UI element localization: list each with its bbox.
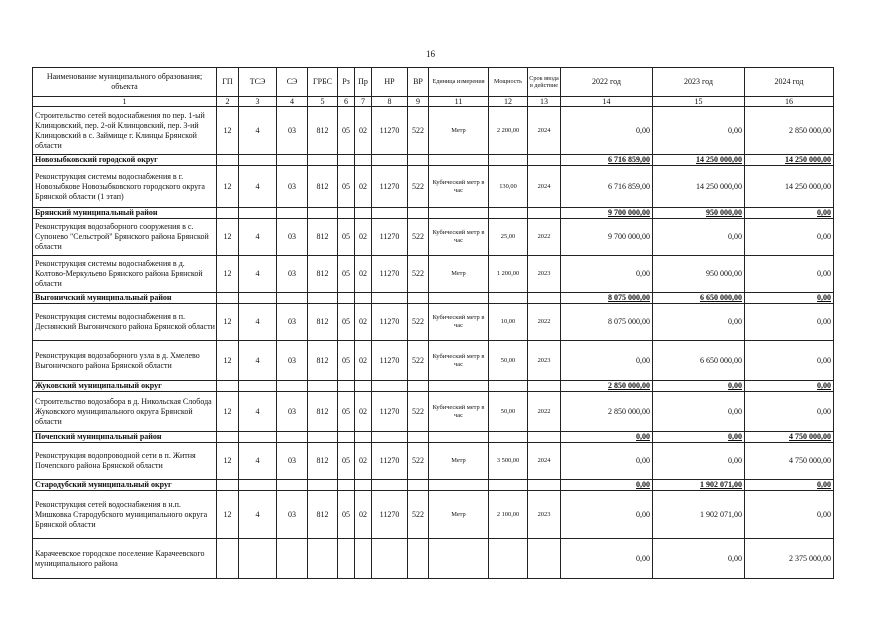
empty-cell xyxy=(277,155,308,166)
cell-rz: 05 xyxy=(338,304,355,341)
object-name: Реконструкция водозаборного сооружения в с. Супонево "Сельстрой" Брянского района Брянской области xyxy=(33,219,217,256)
cell-pr: 02 xyxy=(355,256,372,293)
cell-grbs: 812 xyxy=(308,219,338,256)
empty-cell xyxy=(372,208,408,219)
cell-power: 10,00 xyxy=(489,304,528,341)
cell-pr: 02 xyxy=(355,341,372,381)
cell-tse: 4 xyxy=(239,166,277,208)
amount-2022: 0,00 xyxy=(561,107,653,155)
group-name: Выгоничский муниципальный район xyxy=(33,293,217,304)
amount-2023: 14 250 000,00 xyxy=(653,155,745,166)
cell-vr: 522 xyxy=(408,166,429,208)
empty-cell xyxy=(308,293,338,304)
empty-cell xyxy=(338,480,355,491)
empty-cell xyxy=(217,155,239,166)
amount-2022: 0,00 xyxy=(561,432,653,443)
empty-cell xyxy=(217,208,239,219)
cell-grbs: 812 xyxy=(308,491,338,539)
cell-se: 03 xyxy=(277,166,308,208)
empty-cell xyxy=(528,381,561,392)
object-row xyxy=(33,166,834,208)
group-name: Новозыбковский городской округ xyxy=(33,155,217,166)
empty-cell xyxy=(239,208,277,219)
empty-cell xyxy=(489,155,528,166)
group-row xyxy=(33,208,834,219)
amount-2023: 0,00 xyxy=(653,432,745,443)
header-rz: Рз xyxy=(338,68,355,97)
cell-se: 03 xyxy=(277,491,308,539)
cell-gp: 12 xyxy=(217,341,239,381)
cell-tse: 4 xyxy=(239,107,277,155)
cell-unit: Кубический метр в час xyxy=(429,219,489,256)
amount-2024: 4 750 000,00 xyxy=(745,443,834,480)
cell-se xyxy=(277,539,308,579)
cell-gp: 12 xyxy=(217,392,239,432)
empty-cell xyxy=(489,480,528,491)
cell-unit: Метр xyxy=(429,443,489,480)
cell-nr: 11270 xyxy=(372,491,408,539)
amount-2024: 0,00 xyxy=(745,381,834,392)
cell-term: 2022 xyxy=(528,304,561,341)
cell-term: 2022 xyxy=(528,392,561,432)
empty-cell xyxy=(408,208,429,219)
cell-nr: 11270 xyxy=(372,443,408,480)
amount-2022: 8 075 000,00 xyxy=(561,304,653,341)
object-row xyxy=(33,491,834,539)
group-name: Брянский муниципальный район xyxy=(33,208,217,219)
empty-cell xyxy=(372,293,408,304)
cell-power: 3 500,00 xyxy=(489,443,528,480)
cell-nr: 11270 xyxy=(372,256,408,293)
object-name: Реконструкция водозаборного узла в д. Хмелево Выгоничского района Брянской области xyxy=(33,341,217,381)
empty-cell xyxy=(408,432,429,443)
cell-vr: 522 xyxy=(408,491,429,539)
object-row xyxy=(33,256,834,293)
cell-vr: 522 xyxy=(408,341,429,381)
amount-2023: 0,00 xyxy=(653,381,745,392)
empty-cell xyxy=(372,480,408,491)
col-number: 9 xyxy=(408,97,429,107)
cell-vr xyxy=(408,539,429,579)
amount-2023: 0,00 xyxy=(653,304,745,341)
header-unit: Единица измерения xyxy=(429,68,489,97)
cell-unit: Метр xyxy=(429,491,489,539)
header-pr: Пр xyxy=(355,68,372,97)
object-name: Реконструкция системы водоснабжения в п. Деснянский Выгоничского района Брянской области xyxy=(33,304,217,341)
empty-cell xyxy=(528,432,561,443)
header-power: Мощность xyxy=(489,68,528,97)
cell-grbs: 812 xyxy=(308,443,338,480)
cell-pr: 02 xyxy=(355,304,372,341)
cell-gp: 12 xyxy=(217,443,239,480)
amount-2024: 4 750 000,00 xyxy=(745,432,834,443)
object-name: Реконструкция водопроводной сети в п. Житня Почепского района Брянской области xyxy=(33,443,217,480)
col-number: 12 xyxy=(489,97,528,107)
object-row xyxy=(33,107,834,155)
cell-pr: 02 xyxy=(355,491,372,539)
cell-se: 03 xyxy=(277,219,308,256)
object-row xyxy=(33,539,834,579)
empty-cell xyxy=(528,155,561,166)
empty-cell xyxy=(338,155,355,166)
cell-power: 25,00 xyxy=(489,219,528,256)
header-2022: 2022 год xyxy=(561,68,653,97)
cell-nr: 11270 xyxy=(372,166,408,208)
empty-cell xyxy=(489,381,528,392)
col-number: 14 xyxy=(561,97,653,107)
empty-cell xyxy=(355,480,372,491)
col-number: 6 xyxy=(338,97,355,107)
cell-unit: Метр xyxy=(429,107,489,155)
amount-2022: 0,00 xyxy=(561,539,653,579)
cell-unit xyxy=(429,539,489,579)
cell-vr: 522 xyxy=(408,392,429,432)
cell-gp: 12 xyxy=(217,166,239,208)
empty-cell xyxy=(308,208,338,219)
cell-grbs: 812 xyxy=(308,256,338,293)
col-number: 16 xyxy=(745,97,834,107)
cell-gp: 12 xyxy=(217,304,239,341)
cell-gp: 12 xyxy=(217,107,239,155)
header-term: Срок ввода в действие xyxy=(528,68,561,97)
cell-nr: 11270 xyxy=(372,107,408,155)
empty-cell xyxy=(239,480,277,491)
empty-cell xyxy=(277,208,308,219)
cell-tse: 4 xyxy=(239,304,277,341)
empty-cell xyxy=(429,480,489,491)
empty-cell xyxy=(277,381,308,392)
cell-unit: Кубический метр в час xyxy=(429,166,489,208)
cell-term: 2023 xyxy=(528,256,561,293)
cell-se: 03 xyxy=(277,443,308,480)
empty-cell xyxy=(429,293,489,304)
amount-2023: 6 650 000,00 xyxy=(653,293,745,304)
cell-pr: 02 xyxy=(355,219,372,256)
empty-cell xyxy=(372,381,408,392)
empty-cell xyxy=(217,480,239,491)
amount-2024: 0,00 xyxy=(745,293,834,304)
cell-term: 2024 xyxy=(528,166,561,208)
cell-tse: 4 xyxy=(239,219,277,256)
amount-2024: 2 850 000,00 xyxy=(745,107,834,155)
cell-unit: Метр xyxy=(429,256,489,293)
cell-nr: 11270 xyxy=(372,392,408,432)
cell-unit: Кубический метр в час xyxy=(429,392,489,432)
empty-cell xyxy=(429,381,489,392)
cell-tse: 4 xyxy=(239,443,277,480)
empty-cell xyxy=(308,381,338,392)
amount-2022: 0,00 xyxy=(561,491,653,539)
empty-cell xyxy=(489,293,528,304)
cell-pr xyxy=(355,539,372,579)
header-name: Наименование муниципального образования; объекта xyxy=(33,68,217,97)
empty-cell xyxy=(217,432,239,443)
cell-grbs xyxy=(308,539,338,579)
empty-cell xyxy=(528,208,561,219)
amount-2022: 6 716 859,00 xyxy=(561,166,653,208)
amount-2022: 9 700 000,00 xyxy=(561,208,653,219)
amount-2023: 950 000,00 xyxy=(653,208,745,219)
empty-cell xyxy=(429,155,489,166)
object-name: Строительство водозабора в д. Никольская Слобода Жуковского муниципального округа Брянской области xyxy=(33,392,217,432)
amount-2023: 14 250 000,00 xyxy=(653,166,745,208)
cell-term: 2023 xyxy=(528,341,561,381)
amount-2024: 0,00 xyxy=(745,304,834,341)
header-row xyxy=(33,68,834,97)
object-row xyxy=(33,304,834,341)
empty-cell xyxy=(355,432,372,443)
header-gp: ГП xyxy=(217,68,239,97)
empty-cell xyxy=(372,155,408,166)
amount-2024: 14 250 000,00 xyxy=(745,155,834,166)
amount-2024: 14 250 000,00 xyxy=(745,166,834,208)
amount-2024: 0,00 xyxy=(745,491,834,539)
amount-2022: 0,00 xyxy=(561,341,653,381)
col-number: 11 xyxy=(429,97,489,107)
empty-cell xyxy=(355,155,372,166)
amount-2023: 0,00 xyxy=(653,443,745,480)
group-row xyxy=(33,293,834,304)
object-name: Реконструкция системы водоснабжения в г. Новозыбкове Новозыбковского городского округа Брянской области (1 этап) xyxy=(33,166,217,208)
amount-2023: 0,00 xyxy=(653,219,745,256)
cell-rz: 05 xyxy=(338,107,355,155)
header-grbs: ГРБС xyxy=(308,68,338,97)
cell-power: 50,00 xyxy=(489,341,528,381)
cell-nr: 11270 xyxy=(372,304,408,341)
empty-cell xyxy=(355,208,372,219)
empty-cell xyxy=(338,432,355,443)
empty-cell xyxy=(308,155,338,166)
header-se: СЭ xyxy=(277,68,308,97)
cell-term: 2024 xyxy=(528,443,561,480)
cell-vr: 522 xyxy=(408,304,429,341)
cell-power xyxy=(489,539,528,579)
amount-2023: 0,00 xyxy=(653,392,745,432)
amount-2022: 0,00 xyxy=(561,256,653,293)
cell-unit: Кубический метр в час xyxy=(429,341,489,381)
cell-rz: 05 xyxy=(338,219,355,256)
cell-term: 2024 xyxy=(528,107,561,155)
object-name: Карачеевское городское поселение Карачеевского муниципального района xyxy=(33,539,217,579)
empty-cell xyxy=(338,293,355,304)
col-number: 3 xyxy=(239,97,277,107)
empty-cell xyxy=(217,381,239,392)
empty-cell xyxy=(239,432,277,443)
cell-pr: 02 xyxy=(355,392,372,432)
amount-2024: 0,00 xyxy=(745,208,834,219)
empty-cell xyxy=(372,432,408,443)
cell-grbs: 812 xyxy=(308,304,338,341)
amount-2022: 0,00 xyxy=(561,443,653,480)
empty-cell xyxy=(308,432,338,443)
cell-power: 130,00 xyxy=(489,166,528,208)
cell-se: 03 xyxy=(277,304,308,341)
cell-pr: 02 xyxy=(355,166,372,208)
col-number: 8 xyxy=(372,97,408,107)
group-name: Почепский муниципальный район xyxy=(33,432,217,443)
amount-2023: 0,00 xyxy=(653,539,745,579)
amount-2022: 2 850 000,00 xyxy=(561,392,653,432)
col-number: 5 xyxy=(308,97,338,107)
empty-cell xyxy=(489,208,528,219)
header-nr: НР xyxy=(372,68,408,97)
amount-2023: 0,00 xyxy=(653,107,745,155)
empty-cell xyxy=(239,293,277,304)
object-name: Реконструкция сетей водоснабжения в н.п. Мишковка Стародубского муниципального округа Брянской области xyxy=(33,491,217,539)
amount-2024: 0,00 xyxy=(745,480,834,491)
amount-2024: 0,00 xyxy=(745,341,834,381)
group-row xyxy=(33,432,834,443)
cell-unit: Кубический метр в час xyxy=(429,304,489,341)
amount-2022: 2 850 000,00 xyxy=(561,381,653,392)
col-number: 4 xyxy=(277,97,308,107)
cell-gp xyxy=(217,539,239,579)
empty-cell xyxy=(355,293,372,304)
cell-se: 03 xyxy=(277,256,308,293)
empty-cell xyxy=(277,432,308,443)
col-number: 7 xyxy=(355,97,372,107)
cell-rz: 05 xyxy=(338,443,355,480)
empty-cell xyxy=(355,381,372,392)
empty-cell xyxy=(429,432,489,443)
cell-rz: 05 xyxy=(338,392,355,432)
cell-tse xyxy=(239,539,277,579)
empty-cell xyxy=(489,432,528,443)
cell-power: 2 200,00 xyxy=(489,107,528,155)
amount-2022: 0,00 xyxy=(561,480,653,491)
empty-cell xyxy=(528,293,561,304)
cell-gp: 12 xyxy=(217,219,239,256)
cell-vr: 522 xyxy=(408,443,429,480)
amount-2022: 9 700 000,00 xyxy=(561,219,653,256)
object-row xyxy=(33,392,834,432)
cell-se: 03 xyxy=(277,107,308,155)
cell-term: 2023 xyxy=(528,491,561,539)
cell-rz xyxy=(338,539,355,579)
header-2024: 2024 год xyxy=(745,68,834,97)
amount-2024: 0,00 xyxy=(745,219,834,256)
empty-cell xyxy=(408,155,429,166)
amount-2024: 0,00 xyxy=(745,256,834,293)
object-name: Строительство сетей водоснабжения по пер. 1-ый Клинцовский, пер. 2-ой Клинцовский, пер. 3-ий Клинцовский в с. Займище г. Клинцы Брянской области xyxy=(33,107,217,155)
column-numbers-row xyxy=(33,97,834,107)
empty-cell xyxy=(277,293,308,304)
col-number: 2 xyxy=(217,97,239,107)
cell-grbs: 812 xyxy=(308,392,338,432)
object-row xyxy=(33,443,834,480)
amount-2024: 2 375 000,00 xyxy=(745,539,834,579)
cell-se: 03 xyxy=(277,341,308,381)
cell-se: 03 xyxy=(277,392,308,432)
cell-term: 2022 xyxy=(528,219,561,256)
amount-2023: 1 902 071,00 xyxy=(653,491,745,539)
amount-2023: 6 650 000,00 xyxy=(653,341,745,381)
header-vr: ВР xyxy=(408,68,429,97)
page-number: 16 xyxy=(426,49,435,59)
cell-grbs: 812 xyxy=(308,341,338,381)
amount-2022: 8 075 000,00 xyxy=(561,293,653,304)
empty-cell xyxy=(239,381,277,392)
amount-2022: 6 716 859,00 xyxy=(561,155,653,166)
cell-nr xyxy=(372,539,408,579)
cell-vr: 522 xyxy=(408,256,429,293)
col-number: 15 xyxy=(653,97,745,107)
group-name: Стародубский муниципальный округ xyxy=(33,480,217,491)
empty-cell xyxy=(528,480,561,491)
cell-grbs: 812 xyxy=(308,166,338,208)
object-name: Реконструкция системы водоснабжения в д. Колтово-Меркульево Брянского района Брянской области xyxy=(33,256,217,293)
group-row xyxy=(33,480,834,491)
cell-rz: 05 xyxy=(338,256,355,293)
empty-cell xyxy=(217,293,239,304)
header-tse: ТСЭ xyxy=(239,68,277,97)
cell-term xyxy=(528,539,561,579)
budget-table xyxy=(32,67,834,579)
cell-power: 50,00 xyxy=(489,392,528,432)
empty-cell xyxy=(308,480,338,491)
empty-cell xyxy=(429,208,489,219)
cell-tse: 4 xyxy=(239,491,277,539)
cell-vr: 522 xyxy=(408,107,429,155)
cell-vr: 522 xyxy=(408,219,429,256)
empty-cell xyxy=(239,155,277,166)
cell-rz: 05 xyxy=(338,166,355,208)
col-number: 13 xyxy=(528,97,561,107)
group-row xyxy=(33,381,834,392)
empty-cell xyxy=(408,293,429,304)
cell-tse: 4 xyxy=(239,256,277,293)
empty-cell xyxy=(277,480,308,491)
cell-power: 2 100,00 xyxy=(489,491,528,539)
cell-rz: 05 xyxy=(338,341,355,381)
cell-nr: 11270 xyxy=(372,341,408,381)
cell-power: 1 200,00 xyxy=(489,256,528,293)
amount-2023: 950 000,00 xyxy=(653,256,745,293)
group-row xyxy=(33,155,834,166)
cell-gp: 12 xyxy=(217,491,239,539)
amount-2024: 0,00 xyxy=(745,392,834,432)
header-2023: 2023 год xyxy=(653,68,745,97)
empty-cell xyxy=(408,381,429,392)
cell-pr: 02 xyxy=(355,107,372,155)
amount-2023: 1 902 071,00 xyxy=(653,480,745,491)
cell-pr: 02 xyxy=(355,443,372,480)
cell-rz: 05 xyxy=(338,491,355,539)
empty-cell xyxy=(338,381,355,392)
cell-tse: 4 xyxy=(239,392,277,432)
cell-nr: 11270 xyxy=(372,219,408,256)
object-row xyxy=(33,341,834,381)
object-row xyxy=(33,219,834,256)
cell-grbs: 812 xyxy=(308,107,338,155)
empty-cell xyxy=(408,480,429,491)
cell-tse: 4 xyxy=(239,341,277,381)
empty-cell xyxy=(338,208,355,219)
col-number: 1 xyxy=(33,97,217,107)
cell-gp: 12 xyxy=(217,256,239,293)
group-name: Жуковский муниципальный округ xyxy=(33,381,217,392)
